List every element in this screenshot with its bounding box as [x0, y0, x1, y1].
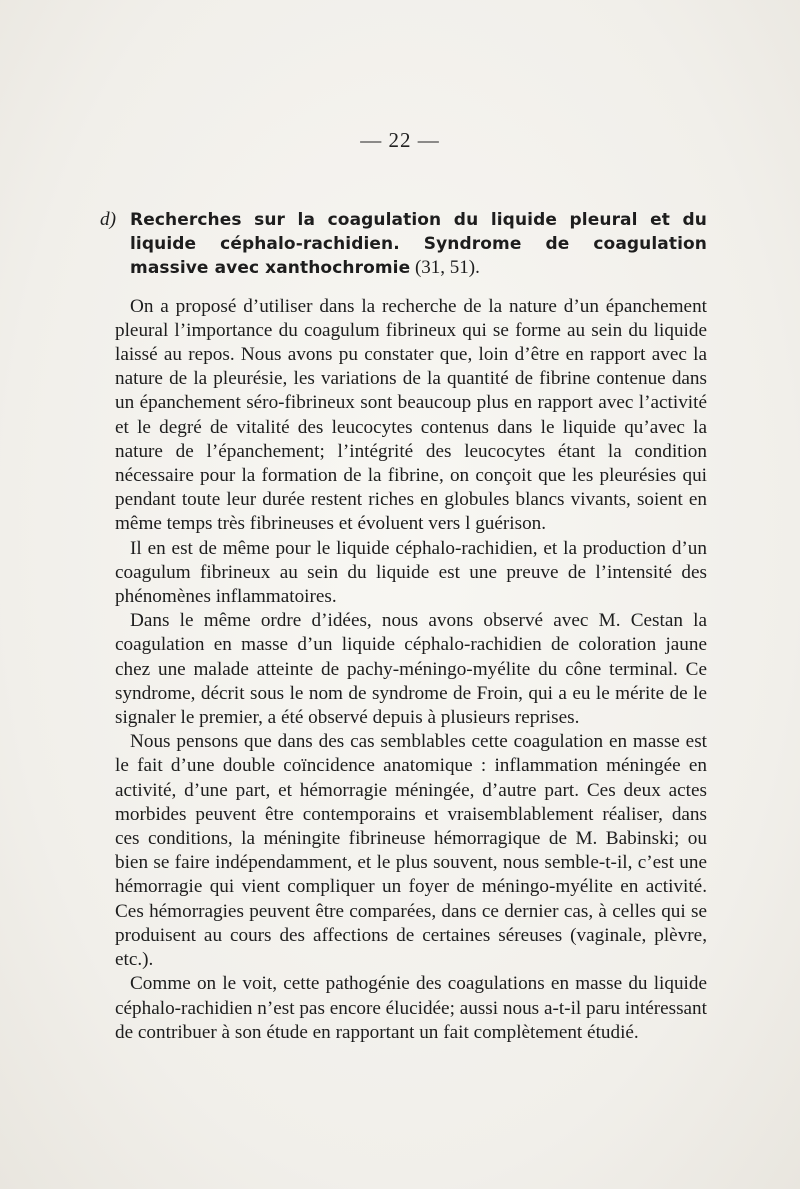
paragraph-froin-syndrome: Dans le même ordre d’idées, nous avons observé avec M. Cestan la coagulation en masse d’un liquide céphalo-rachidien de coloration jaune chez une malade atteinte de pachy-méningo-myélite du cône terminal. Ce syndrome, décrit sous le nom de syndrome de Froin, qui a eu le mérite de le signaler le premier, a été observé depuis à plusieurs reprises. [115, 610, 707, 729]
paragraph-pleural-effusion: On a proposé d’utiliser dans la recherche de la nature d’un épanchement pleural l’importance du coagulum fibrineux qui se forme au sein du liquide laissé au repos. Nous avons pu constater que, loin d’être en rapport avec la nature de la pleurésie, les variations de la quantité de fibrine contenue dans un épanchement séro-fibrineux sont beaucoup plus en rapport avec l’activité et le degré de vitalité des leucocytes contenus dans le liquide qu’avec la nature de l’épanchement; l’intégrité des leucocytes étant la condition nécessaire pour la formation de la fibrine, on conçoit que les pleurésies qui pendant toute leur durée restent riches en globules blancs vivants, soient en même temps très fibrineuses et évoluent vers l guérison. [115, 295, 707, 535]
page-number: — 22 — [360, 128, 440, 152]
paragraph-conclusion: Comme on le voit, cette pathogénie des coagulations en masse du liquide céphalo-rachidien n’est pas encore élucidée; aussi nous a-t-il paru intéressant de contribuer à son étude en rapportant un fait complètement étudié. [115, 973, 707, 1043]
section-marker: d) [100, 209, 116, 230]
section-heading [100, 208, 707, 281]
paragraph-cerebrospinal-fluid: Il en est de même pour le liquide céphalo-rachidien, et la production d’un coagulum fibrineux au sein du liquide est une preuve de l’intensité des phénomènes inflammatoires. [115, 537, 707, 608]
paragraph-pathogenesis: Nous pensons que dans des cas semblables cette coagulation en masse est le fait d’une double coïncidence anatomique : inflammation méningée en activité, d’une part, et hémorragie méningée, d’autre part. Ces deux actes morbides peuvent être contemporains et vraisemblablement réaliser, dans ces conditions, la méningite fibrineuse hémorragique de M. Babinski; ou bien se faire indépendamment, et le plus souvent, nous semble-t-il, c’est une hémorragie qui vient compliquer un foyer de méningo-myélite en activité. Ces hémorragies peuvent être comparées, dans ce dernier cas, à celles qui se produisent au cours des affections de certaines séreuses (vaginale, plèvre, etc.). [115, 731, 707, 971]
page-body [100, 208, 707, 1045]
section-references: (31, 51). [410, 257, 480, 279]
section-title: Recherches sur la coagulation du liquide pleural et du liquide céphalo-rachidien. Syndrome de coagulation massive avec xanthochromie [130, 210, 707, 279]
